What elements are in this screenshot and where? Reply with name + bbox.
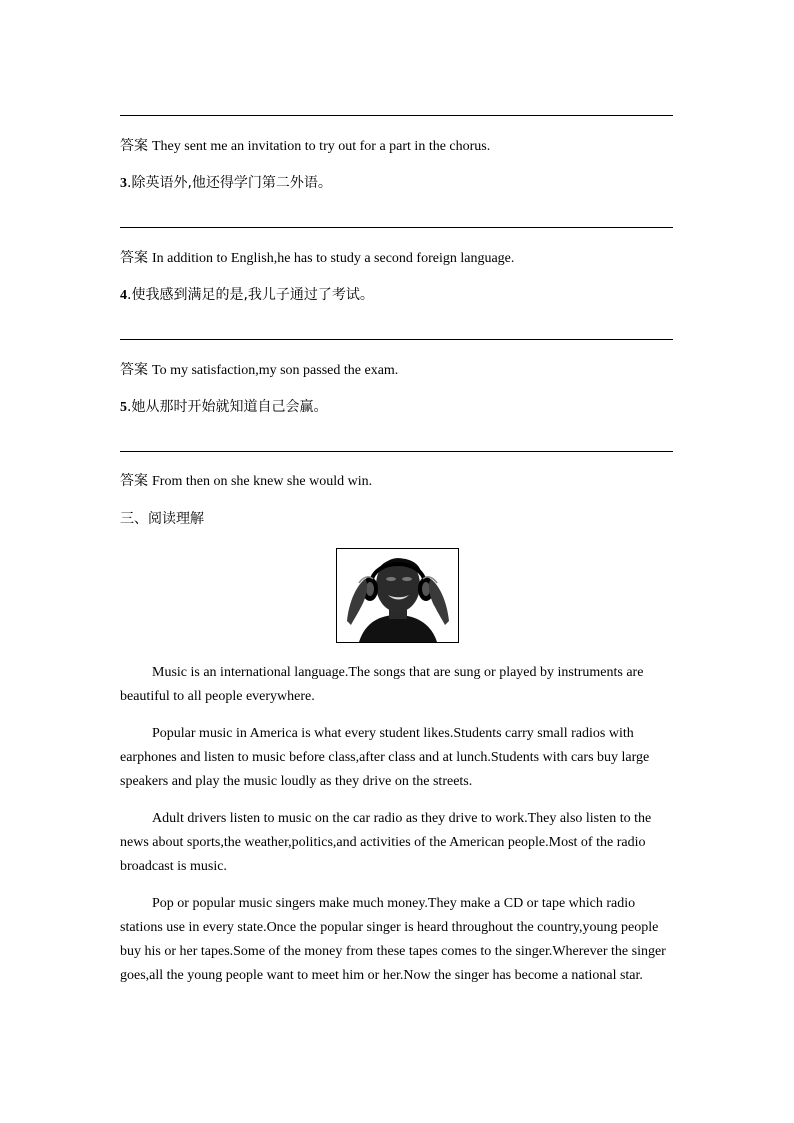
question-prompt	[120, 174, 332, 193]
passage-paragraph: Adult drivers listen to music on the car radio as they drive to work.They also listen to the news about sports,the weather,politics,and activities of the American people.Most of the radio broadcast is music.	[120, 811, 652, 874]
question-prompt	[120, 398, 327, 417]
answer-blank-line	[120, 227, 673, 228]
man-with-headphones-image	[337, 549, 458, 642]
section-title: 三、阅读理解	[120, 511, 204, 527]
answer-blank-line	[120, 339, 673, 340]
passage-paragraph: Popular music in America is what every student likes.Students carry small radios with earphones and listen to music before class,after class and at lunch.Students with cars buy large speakers and play the music loudly as they drive on the streets.	[120, 726, 650, 789]
answer-line	[120, 249, 514, 268]
answer-text: From then on she knew she would win.	[152, 474, 373, 489]
headphones-photo	[336, 548, 459, 643]
answer-label: 答案	[120, 473, 148, 489]
question-text: .她从那时开始就知道自己会赢。	[127, 399, 328, 415]
answer-line	[120, 137, 490, 156]
answer-text: To my satisfaction,my son passed the exam.	[152, 363, 399, 378]
question-prompt	[120, 286, 374, 305]
answer-blank-line	[120, 451, 673, 452]
passage-paragraph: Music is an international language.The songs that are sung or played by instruments are beautiful to all people everywhere.	[120, 665, 644, 704]
passage-paragraph: Pop or popular music singers make much money.They make a CD or tape which radio stations use in every state.Once the popular singer is heard throughout the country,young people buy his or her tapes.Some of the money from these tapes comes to the singer.Wherever the singer goes,all the young people want to meet him or her.Now the singer has become a national star.	[120, 896, 666, 983]
question-number: 3	[120, 176, 127, 191]
question-text: .除英语外,他还得学门第二外语。	[127, 175, 332, 191]
answer-text: In addition to English,he has to study a second foreign language.	[152, 251, 515, 266]
question-text: .使我感到满足的是,我儿子通过了考试。	[127, 287, 374, 303]
question-number: 4	[120, 288, 127, 303]
answer-label: 答案	[120, 138, 148, 154]
question-number: 5	[120, 400, 127, 415]
answer-label: 答案	[120, 362, 148, 378]
answer-line	[120, 472, 372, 491]
answer-line	[120, 361, 398, 380]
answer-blank-line	[120, 115, 673, 116]
answer-text: They sent me an invitation to try out for a part in the chorus.	[152, 139, 491, 154]
answer-label: 答案	[120, 250, 148, 266]
reading-passage	[120, 661, 676, 988]
